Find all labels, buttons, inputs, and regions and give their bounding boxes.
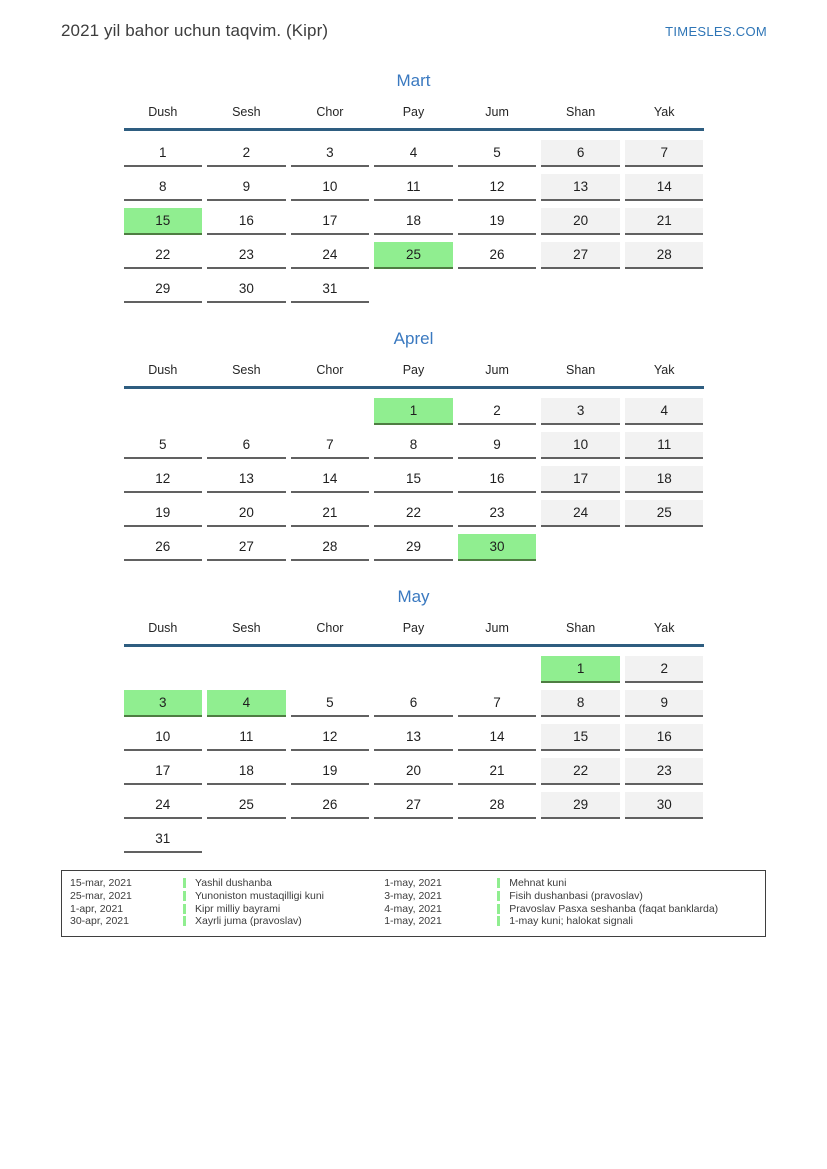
day-cell: 2 (207, 140, 286, 167)
day-cell: 5 (458, 140, 537, 167)
day-cell: 18 (207, 758, 286, 785)
empty-cell (374, 826, 453, 853)
empty-cell (541, 826, 620, 853)
legend-date: 30-apr, 2021 (70, 915, 129, 928)
week-row (124, 432, 704, 459)
weekday-label: Jum (485, 105, 509, 119)
month-title: Mart (396, 71, 431, 90)
week-row (124, 276, 704, 303)
day-cell: 19 (291, 758, 370, 785)
legend-column (384, 877, 755, 928)
legend-entry (70, 890, 384, 903)
day-cell: 8 (124, 174, 203, 201)
day-cell: 12 (291, 724, 370, 751)
day-cell: 15 (541, 724, 620, 751)
day-cell: 21 (458, 758, 537, 785)
day-cell: 14 (458, 724, 537, 751)
day-cell: 27 (207, 534, 286, 561)
calendar-months (0, 71, 827, 853)
page-title: 2021 yil bahor uchun taqvim. (Kipr) (61, 21, 329, 40)
legend-marker-wrap (183, 915, 195, 928)
weekday-label: Dush (148, 363, 178, 377)
day-cell: 11 (374, 174, 453, 201)
week-row (124, 826, 704, 853)
empty-cell (207, 398, 286, 425)
day-cell: 15 (374, 466, 453, 493)
empty-cell (541, 276, 620, 303)
legend-entry (384, 877, 755, 890)
day-cell: 25 (625, 500, 704, 527)
day-cell: 31 (291, 276, 370, 303)
legend-description: Kipr milliy bayrami (195, 902, 281, 915)
legend-entry (384, 915, 755, 928)
legend-entry (70, 915, 384, 928)
month-title: May (397, 587, 430, 606)
week-row (124, 466, 704, 493)
empty-cell (291, 826, 370, 853)
empty-cell (124, 656, 203, 683)
holiday-marker-icon (497, 916, 500, 926)
day-cell: 29 (374, 534, 453, 561)
day-cell: 26 (291, 792, 370, 819)
day-cell: 14 (291, 466, 370, 493)
legend-date: 25-mar, 2021 (70, 889, 132, 902)
day-cell: 24 (124, 792, 203, 819)
legend-marker-wrap (497, 877, 509, 890)
legend-marker-wrap (183, 903, 195, 916)
legend-date: 3-may, 2021 (384, 889, 442, 902)
day-cell: 16 (458, 466, 537, 493)
day-cell: 22 (374, 500, 453, 527)
legend-description: Yunoniston mustaqilligi kuni (195, 889, 324, 902)
day-cell: 9 (625, 690, 704, 717)
empty-cell (458, 276, 537, 303)
day-cell: 6 (207, 432, 286, 459)
weekday-label: Jum (485, 621, 509, 635)
day-cell: 10 (541, 432, 620, 459)
legend-marker-wrap (497, 903, 509, 916)
holiday-marker-icon (497, 878, 500, 888)
weekday-label: Shan (566, 105, 596, 119)
day-cell-holiday: 3 (124, 690, 203, 717)
holiday-marker-icon (183, 916, 186, 926)
day-cell-holiday: 15 (124, 208, 203, 235)
day-cell: 2 (625, 656, 704, 683)
empty-cell (541, 534, 620, 561)
weekday-label: Sesh (232, 363, 261, 377)
day-cell: 23 (625, 758, 704, 785)
day-cell-holiday: 1 (541, 656, 620, 683)
day-cell: 19 (124, 500, 203, 527)
empty-cell (458, 656, 537, 683)
weekday-header-row (124, 105, 704, 131)
legend-entry (384, 903, 755, 916)
weekday-label: Pay (402, 363, 425, 377)
day-cell: 4 (625, 398, 704, 425)
day-cell: 18 (625, 466, 704, 493)
legend-entry (70, 877, 384, 890)
day-cell: 20 (541, 208, 620, 235)
day-cell: 9 (458, 432, 537, 459)
day-cell: 17 (291, 208, 370, 235)
day-cell: 5 (124, 432, 203, 459)
weeks-grid (124, 140, 704, 303)
day-cell: 21 (291, 500, 370, 527)
week-row (124, 656, 704, 683)
weeks-grid (124, 398, 704, 561)
day-cell: 27 (374, 792, 453, 819)
legend-marker-wrap (183, 890, 195, 903)
week-row (124, 758, 704, 785)
month-title: Aprel (393, 329, 434, 348)
day-cell: 18 (374, 208, 453, 235)
empty-cell (625, 534, 704, 561)
weekday-label: Pay (402, 621, 425, 635)
empty-cell (458, 826, 537, 853)
legend-description: Xayrli juma (pravoslav) (195, 915, 302, 928)
weekday-header-row (124, 363, 704, 389)
day-cell: 3 (291, 140, 370, 167)
day-cell: 3 (541, 398, 620, 425)
weekday-label: Dush (148, 105, 178, 119)
day-cell: 13 (541, 174, 620, 201)
legend-description: Pravoslav Pasxa seshanba (faqat banklarda) (509, 902, 719, 915)
empty-cell (291, 656, 370, 683)
weekday-label: Chor (316, 105, 344, 119)
day-cell: 8 (374, 432, 453, 459)
empty-cell (291, 398, 370, 425)
legend-description: Fisih dushanbasi (pravoslav) (509, 889, 643, 902)
legend-box (61, 870, 766, 937)
day-cell: 30 (207, 276, 286, 303)
day-cell: 29 (541, 792, 620, 819)
legend-date: 15-mar, 2021 (70, 877, 132, 889)
day-cell: 30 (625, 792, 704, 819)
legend-date: 1-may, 2021 (384, 915, 442, 928)
legend-entry (384, 890, 755, 903)
holiday-marker-icon (183, 904, 186, 914)
day-cell: 22 (124, 242, 203, 269)
day-cell: 19 (458, 208, 537, 235)
day-cell: 10 (291, 174, 370, 201)
site-link[interactable]: TIMESLES.COM (665, 24, 767, 39)
weekday-label: Yak (653, 105, 675, 119)
day-cell: 17 (124, 758, 203, 785)
week-row (124, 724, 704, 751)
legend-description: Mehnat kuni (509, 877, 567, 889)
holiday-marker-icon (183, 891, 186, 901)
legend-entry (70, 903, 384, 916)
day-cell: 12 (458, 174, 537, 201)
day-cell: 27 (541, 242, 620, 269)
day-cell: 21 (625, 208, 704, 235)
day-cell: 9 (207, 174, 286, 201)
day-cell: 6 (374, 690, 453, 717)
day-cell: 31 (124, 826, 203, 853)
month-mart (124, 71, 704, 303)
legend-marker-wrap (497, 915, 509, 928)
legend-date: 1-may, 2021 (384, 877, 442, 889)
week-row (124, 792, 704, 819)
weekday-label: Pay (402, 105, 425, 119)
legend-marker-wrap (183, 877, 195, 890)
day-cell: 4 (374, 140, 453, 167)
week-row (124, 174, 704, 201)
day-cell: 20 (374, 758, 453, 785)
day-cell: 26 (124, 534, 203, 561)
day-cell: 12 (124, 466, 203, 493)
day-cell: 20 (207, 500, 286, 527)
week-row (124, 398, 704, 425)
day-cell: 17 (541, 466, 620, 493)
day-cell: 22 (541, 758, 620, 785)
legend-description: 1-may kuni; halokat signali (509, 915, 633, 928)
week-row (124, 242, 704, 269)
weekday-label: Chor (316, 363, 344, 377)
empty-cell (374, 276, 453, 303)
day-cell: 10 (124, 724, 203, 751)
weekday-label: Sesh (232, 621, 261, 635)
day-cell: 13 (374, 724, 453, 751)
day-cell: 11 (207, 724, 286, 751)
weekday-label: Dush (148, 621, 178, 635)
weeks-grid (124, 656, 704, 853)
empty-cell (207, 656, 286, 683)
legend-date: 1-apr, 2021 (70, 902, 124, 915)
day-cell: 24 (291, 242, 370, 269)
empty-cell (625, 276, 704, 303)
day-cell: 11 (625, 432, 704, 459)
day-cell: 25 (207, 792, 286, 819)
day-cell-holiday: 1 (374, 398, 453, 425)
day-cell: 16 (625, 724, 704, 751)
week-row (124, 690, 704, 717)
empty-cell (625, 826, 704, 853)
day-cell-holiday: 30 (458, 534, 537, 561)
weekday-label: Shan (566, 363, 596, 377)
empty-cell (374, 656, 453, 683)
day-cell: 28 (291, 534, 370, 561)
day-cell: 5 (291, 690, 370, 717)
legend-marker-wrap (497, 890, 509, 903)
day-cell: 26 (458, 242, 537, 269)
legend-column (70, 877, 384, 928)
weekday-label: Sesh (232, 105, 261, 119)
empty-cell (124, 398, 203, 425)
day-cell: 24 (541, 500, 620, 527)
day-cell: 1 (124, 140, 203, 167)
day-cell-holiday: 4 (207, 690, 286, 717)
day-cell: 13 (207, 466, 286, 493)
weekday-label: Yak (653, 621, 675, 635)
weekday-label: Jum (485, 363, 509, 377)
page-header (0, 0, 827, 41)
week-row (124, 140, 704, 167)
day-cell: 29 (124, 276, 203, 303)
day-cell: 23 (458, 500, 537, 527)
legend-date: 4-may, 2021 (384, 902, 442, 915)
day-cell: 23 (207, 242, 286, 269)
weekday-label: Shan (566, 621, 596, 635)
weekday-label: Yak (653, 363, 675, 377)
weekday-header-row (124, 621, 704, 647)
empty-cell (207, 826, 286, 853)
day-cell: 7 (291, 432, 370, 459)
legend-description: Yashil dushanba (195, 877, 272, 889)
holiday-marker-icon (183, 878, 186, 888)
weekday-label: Chor (316, 621, 344, 635)
holiday-marker-icon (497, 904, 500, 914)
month-may (124, 587, 704, 853)
week-row (124, 534, 704, 561)
day-cell: 6 (541, 140, 620, 167)
week-row (124, 208, 704, 235)
day-cell: 14 (625, 174, 704, 201)
day-cell: 28 (458, 792, 537, 819)
day-cell: 2 (458, 398, 537, 425)
day-cell: 8 (541, 690, 620, 717)
day-cell: 16 (207, 208, 286, 235)
holiday-marker-icon (497, 891, 500, 901)
day-cell: 28 (625, 242, 704, 269)
week-row (124, 500, 704, 527)
month-aprel (124, 329, 704, 561)
day-cell-holiday: 25 (374, 242, 453, 269)
day-cell: 7 (625, 140, 704, 167)
day-cell: 7 (458, 690, 537, 717)
